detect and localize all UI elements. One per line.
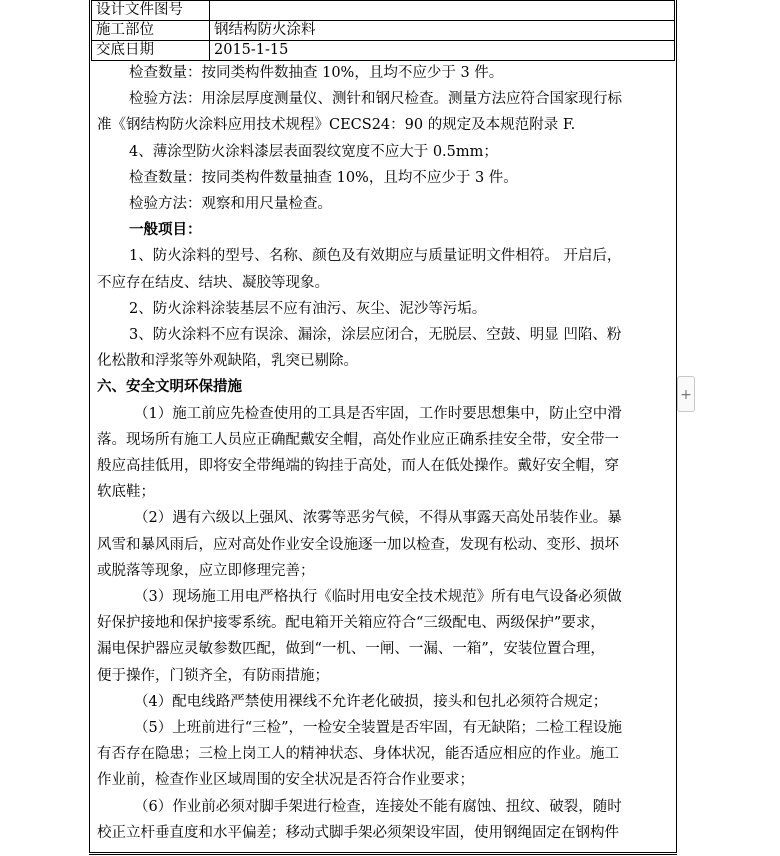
text-line: 有否存在隐患；三检上岗工人的精神状态、身体状况，能否适应相应的作业。施工 — [97, 746, 619, 763]
plus-icon: + — [680, 387, 692, 403]
text-line: 3、防火涂料不应有误涂、漏涂，涂层应闭合，无脱层、空鼓、明显 凹陷、粉 — [129, 327, 622, 344]
text-line: 校正立杆垂直度和水平偏差；移动式脚手架必须架设牢固，使用钢绳固定在钢构件 — [97, 824, 619, 841]
text-line: 风雪和暴风雨后，应对高处作业安全设施逐一加以检查，发现有松动、变形、损坏 — [97, 536, 619, 553]
text-line: 般应高挂低用，即将安全带绳端的钩挂于高处，而人在低处操作。戴好安全帽，穿 — [97, 458, 619, 475]
text-line: （1）施工前应先检查使用的工具是否牢固，工作时要思想集中，防止空中滑 — [134, 405, 622, 422]
text-line: 检验方法：用涂层厚度测量仪、测针和钢尺检查。测量方法应符合国家现行标 — [129, 91, 622, 108]
header-row — [92, 41, 675, 61]
document-body — [97, 60, 671, 846]
section-heading: 一般项目： — [129, 221, 202, 239]
text-line: （3）现场施工用电严格执行《临时用电安全技术规范》所有电气设备必须做 — [134, 589, 622, 606]
page-bottom-border — [89, 852, 677, 855]
header-label: 施工部位 — [92, 21, 210, 41]
text-line: 便于操作，门锁齐全，有防雨措施； — [97, 667, 329, 684]
text-line: 好保护接地和保护接零系统。配电箱开关箱应符合“三级配电、两级保护”要求， — [97, 615, 605, 632]
text-line: 检验方法：观察和用尺量检查。 — [129, 196, 332, 213]
text-line: 或脱落等现象，应立即修理完善； — [97, 562, 315, 579]
header-label: 设计文件图号 — [92, 1, 210, 21]
section-heading: 六、安全文明环保措施 — [97, 378, 242, 396]
header-value: 钢结构防火涂料 — [210, 21, 675, 41]
text-line: 4、薄涂型防火涂料漆层表面裂纹宽度不应大于 0.5mm； — [129, 143, 498, 160]
text-line: 漏电保护器应灵敏参数匹配，做到“一机、一闸、一漏、一箱”，安装位置合理， — [97, 641, 605, 658]
text-line: 化松散和浮浆等外观缺陷，乳突已剔除。 — [97, 353, 358, 370]
text-line: 作业前，检查作业区域周围的安全状况是否符合作业要求； — [97, 772, 474, 789]
header-table — [91, 0, 675, 61]
text-line: （2）遇有六级以上强风、浓雾等恶劣气候，不得从事露天高处吊装作业。暴 — [134, 510, 622, 527]
add-button[interactable] — [677, 376, 695, 412]
text-line: 软底鞋； — [97, 484, 155, 501]
text-line: （4）配电线路严禁使用裸线不允许老化破损，接头和包扎必须符合规定； — [134, 693, 608, 710]
text-line: 检查数量：按同类构件数抽查 10%，且均不应少于 3 件。 — [129, 65, 504, 81]
text-line: 1、防火涂料的型号、名称、颜色及有效期应与质量证明文件相符。 开启后， — [129, 248, 622, 265]
text-line: （5）上班前进行“三检”，一检安全装置是否牢固，有无缺陷；二检工程设施 — [134, 720, 623, 737]
text-line: （6）作业前必须对脚手架进行检查，连接处不能有腐蚀、扭纹、破裂，随时 — [134, 798, 622, 815]
text-line: 检查数量：按同类构件数量抽查 10%，且均不应少于 3 件。 — [129, 169, 518, 186]
header-row — [92, 1, 675, 21]
header-value — [210, 1, 675, 21]
text-line: 准《钢结构防火涂料应用技术规程》CECS24：90 的规定及本规范附录 F. — [97, 117, 576, 134]
text-line: 不应存在结皮、结块、凝胶等现象。 — [97, 274, 329, 291]
header-label: 交底日期 — [92, 41, 210, 61]
text-line: 2、防火涂料涂装基层不应有油污、灰尘、泥沙等污垢。 — [129, 300, 487, 317]
text-line: 落。现场所有施工人员应正确配戴安全帽，高处作业应正确系挂安全带，安全带一 — [97, 431, 619, 448]
header-value: 2015-1-15 — [210, 41, 675, 61]
header-row — [92, 21, 675, 41]
